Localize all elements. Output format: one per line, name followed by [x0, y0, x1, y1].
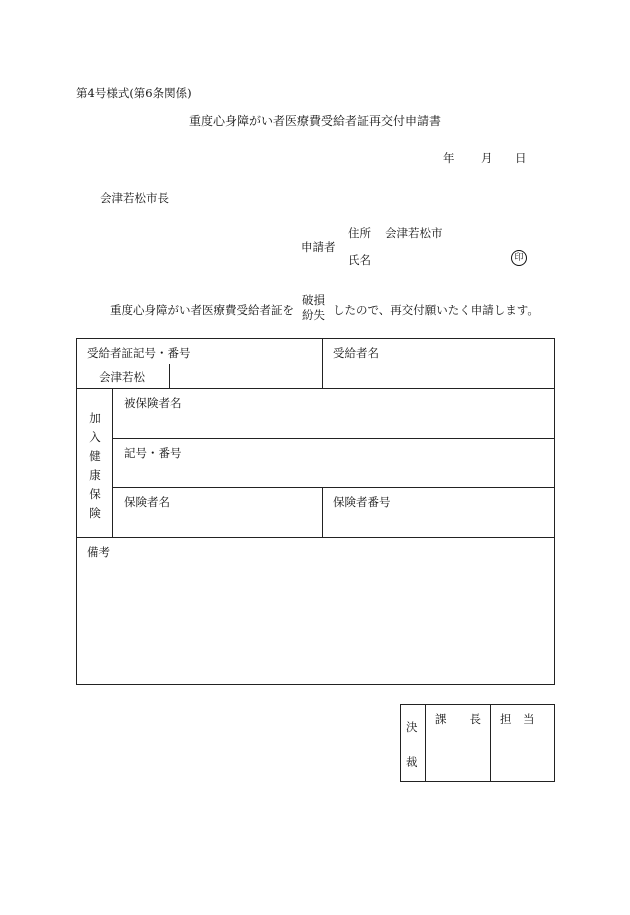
date-month-label: 月 [481, 151, 493, 165]
form-number: 第4号様式(第6条関係) [76, 86, 192, 100]
row-divider-3 [112, 487, 554, 488]
insurance-group-label [88, 409, 102, 523]
approval-divider-2 [490, 705, 491, 781]
insurance-group-divider [112, 388, 113, 537]
row-divider-4 [77, 537, 554, 538]
date-year-label: 年 [443, 151, 455, 165]
divider-row1 [322, 339, 323, 388]
insurer-number-label: 保険者番号 [333, 495, 391, 509]
group-char: 加 [89, 411, 101, 425]
symbol-number-label: 記号・番号 [124, 446, 182, 460]
page-title: 重度心身障がい者医療費受給者証再交付申請書 [188, 114, 441, 128]
address-value[interactable]: 会津若松市 [385, 226, 443, 240]
statement-options [302, 293, 330, 323]
decision-char: 裁 [406, 755, 418, 769]
insured-name-label: 被保険者名 [124, 396, 182, 410]
group-char: 康 [89, 468, 101, 482]
insurer-divider [322, 487, 323, 537]
statement-prefix: 重度心身障がい者医療費受給者証を [110, 303, 294, 317]
insurer-name-label: 保険者名 [124, 495, 170, 509]
address-label: 住所 [348, 226, 371, 240]
row-divider-2 [112, 438, 554, 439]
staff-label: 担 当 [500, 712, 535, 726]
cert-prefix-divider [169, 364, 170, 388]
group-char: 険 [89, 506, 101, 520]
cert-number-label: 受給者証記号・番号 [87, 346, 191, 360]
name-label: 氏名 [348, 253, 371, 267]
group-char: 健 [89, 449, 101, 463]
application-table [76, 338, 555, 685]
decision-char: 決 [406, 720, 418, 734]
group-char: 保 [89, 487, 101, 501]
row-divider-1 [77, 388, 554, 389]
group-char: 入 [89, 430, 101, 444]
remarks-label: 備考 [87, 545, 110, 559]
recipient-name-label: 受給者名 [333, 346, 379, 360]
applicant-label: 申請者 [301, 240, 336, 254]
option-lost: 紛失 [302, 308, 325, 322]
approval-divider-1 [425, 705, 426, 781]
option-damaged: 破損 [302, 293, 325, 307]
seal-mark: 印 [511, 250, 527, 266]
addressee: 会津若松市長 [100, 191, 169, 205]
statement-suffix: したので、再交付願いたく申請します。 [333, 303, 539, 317]
approval-box [400, 704, 555, 782]
section-chief-label: 課 長 [435, 712, 481, 726]
cert-prefix: 会津若松 [99, 370, 145, 384]
date-day-label: 日 [515, 151, 527, 165]
